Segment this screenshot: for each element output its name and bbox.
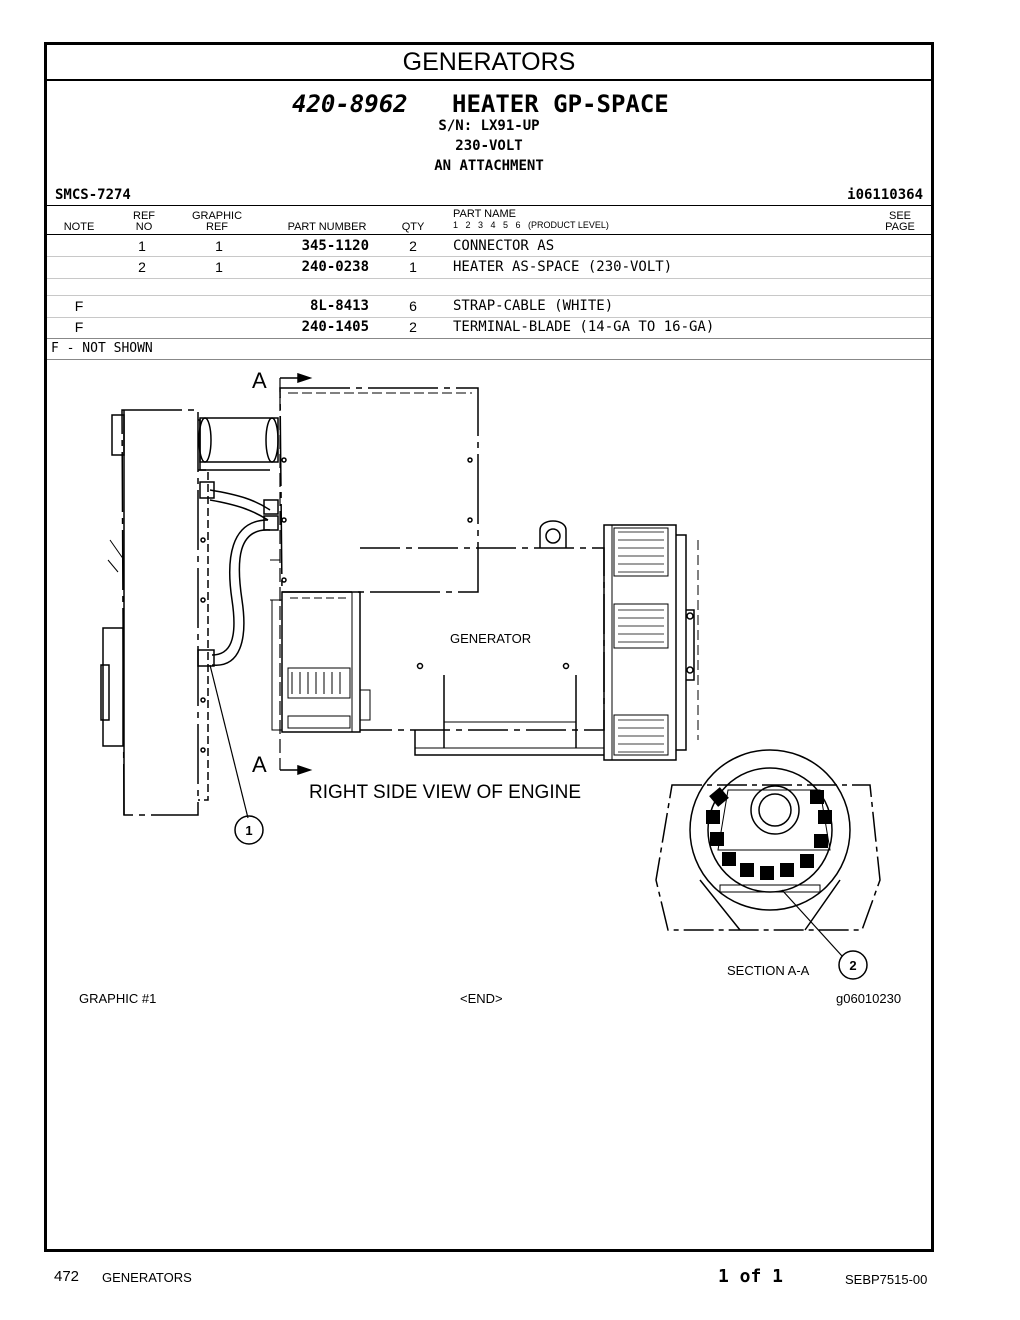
row3-note: F [74,298,84,314]
header-ref-no-line2: NO [135,221,153,233]
leader-line-2 [782,890,842,956]
row1-qty: 2 [409,238,417,254]
lower-housing [272,592,370,732]
section-cut-line [280,374,310,774]
terminal-box [270,388,478,600]
page-of: 1 of 1 [718,1266,784,1287]
leader-line-1 [210,665,248,818]
voltage: 230-VOLT [455,138,523,154]
row1-part-number: 345-1120 [301,238,369,254]
row1-ref-no: 1 [138,238,146,254]
header-graphic-ref-line1: GRAPHIC [191,210,243,222]
illustration-id: i06110364 [847,187,923,203]
footer-section: GENERATORS [102,1270,192,1285]
group-name: HEATER GP-SPACE [452,90,669,118]
row4-qty: 2 [409,319,417,335]
group-number: 420-8962 [292,90,408,118]
header-part-name: PART NAME [453,208,516,220]
generator-label: GENERATOR [450,631,532,646]
serial-range: S/N: LX91-UP [438,118,540,134]
section-title: GENERATORS [47,45,931,81]
row1-part-name: CONNECTOR AS [453,238,555,254]
graphic-id: g06010230 [836,991,902,1006]
row2-graphic-ref: 1 [215,259,223,275]
callout-1: 1 [245,823,253,838]
view-caption: RIGHT SIDE VIEW OF ENGINE [309,782,582,803]
row2-ref-no: 2 [138,259,146,275]
row4-part-name: TERMINAL-BLADE (14-GA TO 16-GA) [453,319,715,335]
header-qty: QTY [401,221,425,233]
row3-part-name: STRAP-CABLE (WHITE) [453,298,614,314]
section-mark-top: A [252,368,267,393]
header-part-number: PART NUMBER [287,221,367,233]
row4-note: F [74,319,84,335]
row2-part-name: HEATER AS-SPACE (230-VOLT) [453,259,673,275]
document-id: SEBP7515-00 [845,1272,928,1287]
header-see-page-line2: PAGE [885,221,915,233]
wiring-harness [198,482,278,666]
graphic-label: GRAPHIC #1 [79,991,157,1006]
header-ref-no-line1: REF [133,210,155,222]
footnote: F - NOT SHOWN [51,341,153,356]
engine-block [101,410,270,815]
page-number: 472 [54,1268,80,1285]
row2-qty: 1 [409,259,417,275]
row3-part-number: 8L-8413 [309,298,369,314]
end-label: <END> [460,991,503,1006]
section-a-a-view [656,750,880,930]
callout-2: 2 [849,958,857,973]
section-mark-bottom: A [252,752,267,777]
group-type: AN ATTACHMENT [434,158,544,174]
section-caption: SECTION A-A [727,963,810,978]
row1-graphic-ref: 1 [215,238,223,254]
header-product-level: 1 2 3 4 5 6 (PRODUCT LEVEL) [453,220,609,230]
smcs-code: SMCS-7274 [55,187,131,203]
row3-qty: 6 [409,298,417,314]
rotor-housing [604,525,698,760]
header-graphic-ref-line2: REF [206,221,228,233]
row4-part-number: 240-1405 [301,319,369,335]
header-see-page-line1: SEE [888,210,911,222]
pipe-fitting [199,418,278,462]
row2-part-number: 240-0238 [301,259,369,275]
header-note: NOTE [63,221,95,233]
